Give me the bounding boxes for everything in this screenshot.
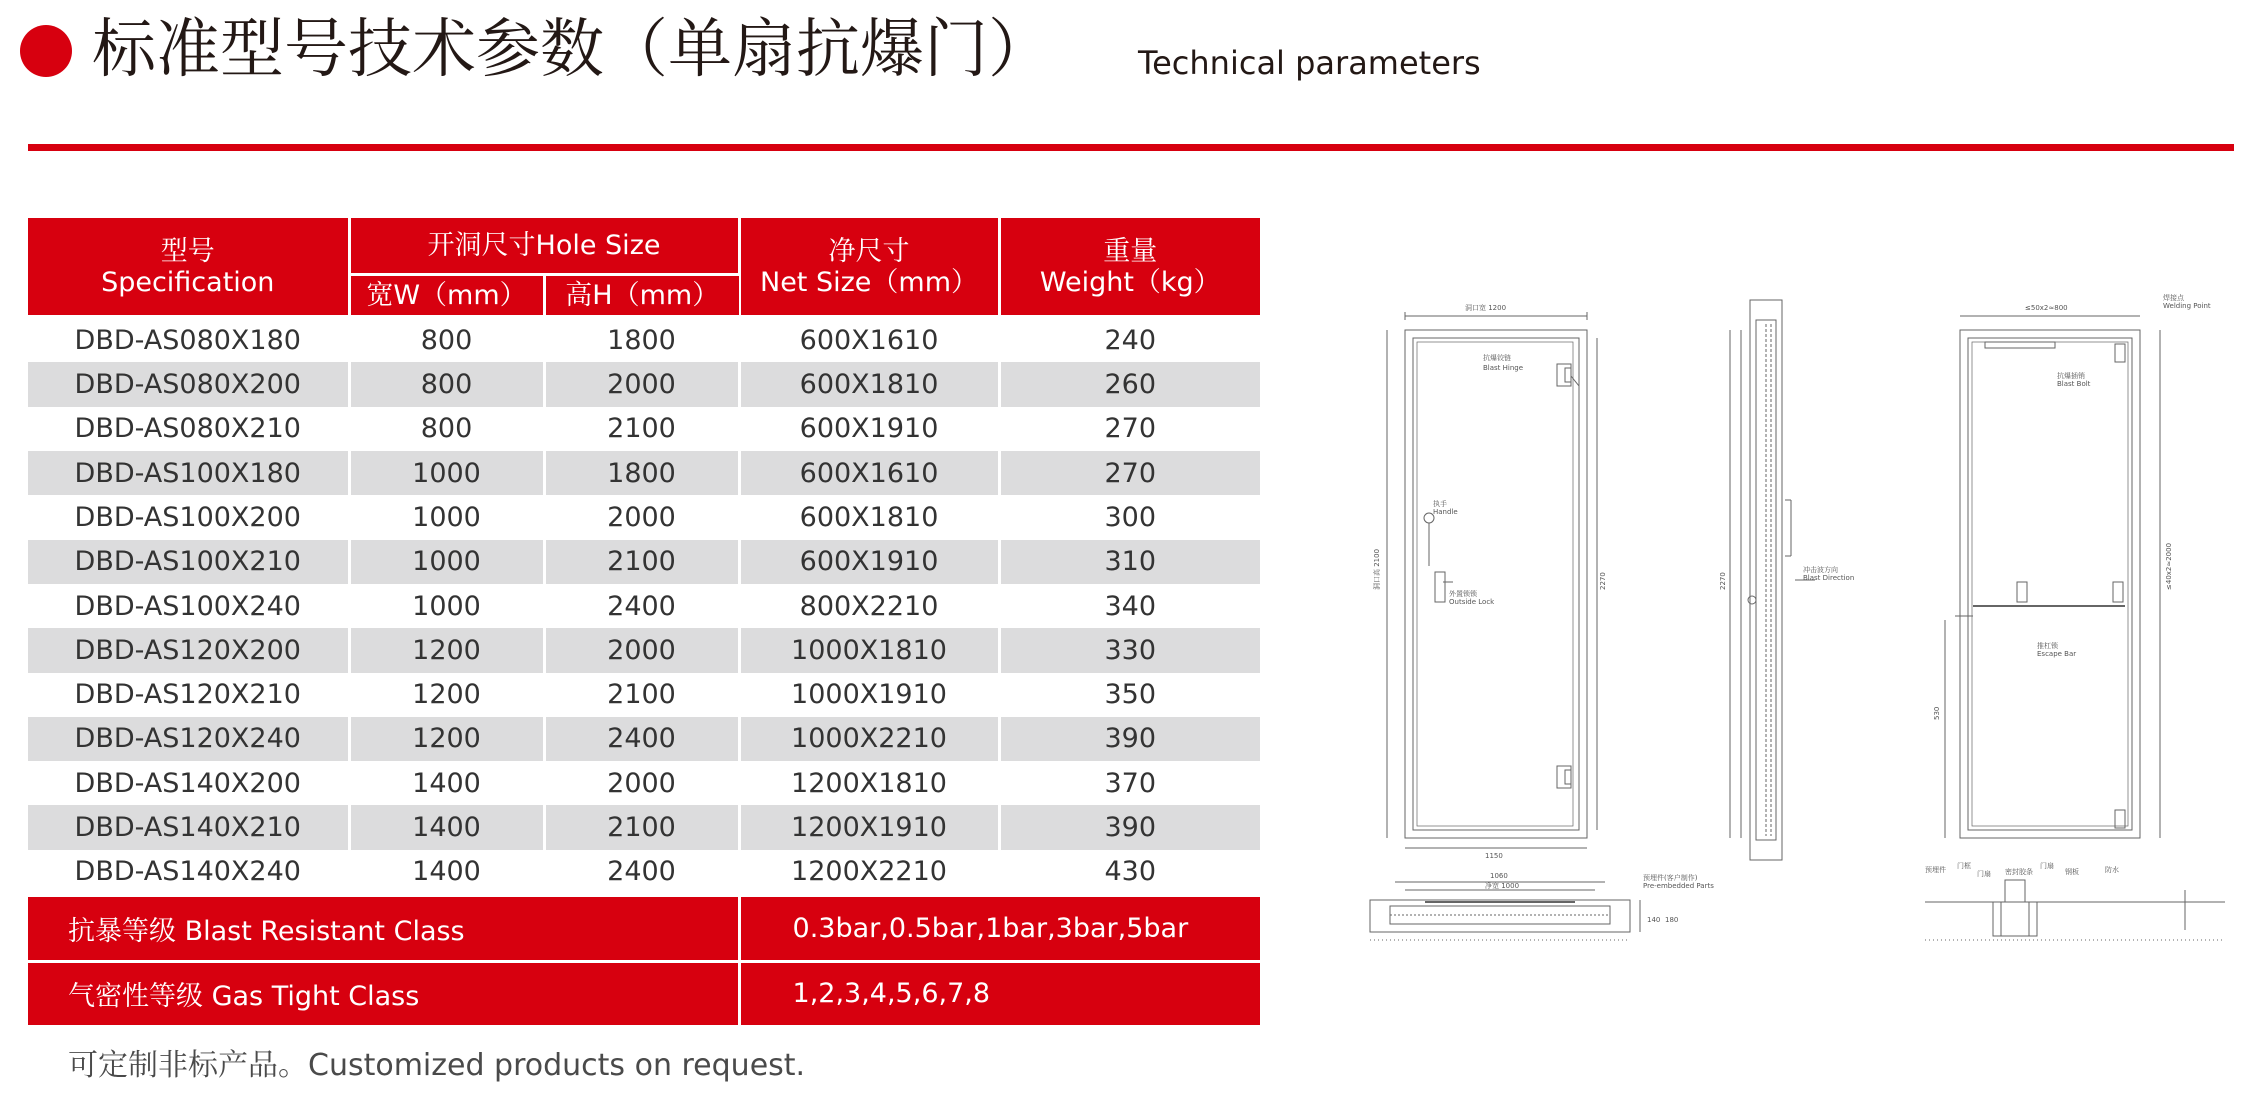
- header-height: 高H（mm）: [544, 274, 739, 316]
- header-specification: 型号 Specification: [28, 218, 349, 317]
- cell-w: 1200: [349, 717, 544, 761]
- gas-class-label: 气密性等级 Gas Tight Class: [28, 961, 739, 1026]
- back-escape-label: 推杠锁: [2037, 642, 2058, 650]
- cell-h: 1800: [544, 451, 739, 495]
- cell-net: 1000X2210: [739, 717, 999, 761]
- cell-h: 2000: [544, 761, 739, 805]
- cell-net: 1000X1910: [739, 673, 999, 717]
- section-label-5: 门扇: [2040, 862, 2054, 870]
- cell-h: 2100: [544, 805, 739, 849]
- back-escape-en-label: Escape Bar: [2037, 650, 2077, 658]
- footnote: 可定制非标产品。Customized products on request.: [68, 1048, 806, 1083]
- table-row: [28, 805, 1260, 849]
- cell-weight: 350: [1104, 679, 1157, 711]
- table-row: [28, 540, 1260, 584]
- front-handle-label: 执手: [1433, 500, 1447, 508]
- cell-w: 1400: [349, 761, 544, 805]
- header-width: 宽W（mm）: [349, 274, 544, 316]
- cell-weight: 370: [1104, 767, 1157, 799]
- front-view-drawing: [1387, 312, 1597, 848]
- section-label-2: 门框: [1957, 862, 1971, 870]
- bottom-detail-drawing: [1925, 880, 2225, 940]
- table-row: [28, 850, 1260, 896]
- cell-model: DBD-AS120X210: [28, 673, 349, 717]
- cell-net: 600X1910: [739, 540, 999, 584]
- plan-view-drawing: [1370, 882, 1640, 940]
- cell-h: 2400: [544, 717, 739, 761]
- cell-w: 1400: [349, 805, 544, 849]
- title-bullet-dot: [20, 25, 72, 77]
- cell-h: 2400: [544, 584, 739, 628]
- cell-net: 1200X2210: [739, 850, 999, 896]
- front-hole-height-label: 洞口高 2100: [1373, 548, 1381, 590]
- cell-weight: 340: [1104, 590, 1157, 622]
- cell-weight: 270: [1104, 413, 1157, 445]
- table-row: [28, 362, 1260, 406]
- cell-model: DBD-AS120X240: [28, 717, 349, 761]
- cell-model: DBD-AS080X200: [28, 362, 349, 406]
- cell-w: 1000: [349, 584, 544, 628]
- front-hinge-label: 抗爆铰链: [1483, 354, 1511, 362]
- section-label-4: 密封胶条: [2005, 868, 2033, 876]
- cell-weight: 300: [1104, 501, 1157, 533]
- table-row: [28, 495, 1260, 539]
- header-weight: 重量 Weight（kg）: [999, 218, 1260, 317]
- back-bolt-en-label: Blast Bolt: [2057, 380, 2091, 388]
- back-side-dim-label: ≤40x2≈2000: [2165, 542, 2173, 590]
- cell-model: DBD-AS100X180: [28, 451, 349, 495]
- blast-class-row: [28, 896, 1260, 961]
- back-low-dim-label: 530: [1933, 706, 1941, 720]
- cell-model: DBD-AS140X240: [28, 850, 349, 896]
- back-welding-en-label: Welding Point: [2163, 302, 2211, 310]
- front-lock-label: 外置锁锁: [1449, 590, 1477, 598]
- cell-h: 2100: [544, 540, 739, 584]
- cell-model: DBD-AS120X200: [28, 628, 349, 672]
- cell-net: 1200X1910: [739, 805, 999, 849]
- plan-width-outer-label: 1060: [1490, 872, 1508, 880]
- back-top-dim-label: ≤50x2≈800: [2025, 304, 2068, 312]
- cell-weight: 310: [999, 540, 1260, 584]
- table-row: [28, 317, 1260, 363]
- cell-net: 600X1810: [739, 495, 999, 539]
- cell-w: 800: [349, 407, 544, 451]
- cell-model: DBD-AS140X210: [28, 805, 349, 849]
- cell-w: 1400: [349, 850, 544, 896]
- front-lock-en-label: Outside Lock: [1449, 598, 1495, 606]
- section-label-3: 门扇: [1977, 870, 1991, 878]
- plan-pre-en-label: Pre-embedded Parts: [1643, 882, 1714, 890]
- cell-w: 1000: [349, 451, 544, 495]
- front-net-width-label: 1150: [1485, 852, 1503, 860]
- plan-depth2-label: 180: [1665, 916, 1679, 924]
- table-row: [28, 584, 1260, 628]
- back-view-drawing: [1945, 316, 2160, 838]
- section-label-7: 防水: [2105, 866, 2119, 874]
- cell-weight: 390: [999, 805, 1260, 849]
- cell-w: 800: [349, 362, 544, 406]
- cell-net: 600X1610: [739, 451, 999, 495]
- cell-net: 600X1910: [739, 407, 999, 451]
- spec-table: [28, 218, 1260, 1028]
- table-row: [28, 407, 1260, 451]
- cell-net: 1000X1810: [739, 628, 999, 672]
- cell-model: DBD-AS100X210: [28, 540, 349, 584]
- blast-class-label: 抗暴等级 Blast Resistant Class: [28, 896, 739, 961]
- cell-h: 2400: [544, 850, 739, 896]
- table-row: [28, 673, 1260, 717]
- cell-weight: 430: [1104, 856, 1157, 888]
- section-label-6: 钢板: [2065, 868, 2079, 876]
- cell-net: 800X2210: [739, 584, 999, 628]
- blast-class-value: 0.3bar,0.5bar,1bar,3bar,5bar: [739, 896, 1260, 961]
- cell-w: 1200: [349, 628, 544, 672]
- title-divider: [28, 144, 2234, 151]
- side-height-label: 2270: [1719, 572, 1727, 590]
- plan-pre-label: 预埋件(客户制作): [1643, 874, 1698, 882]
- cell-h: 2100: [544, 673, 739, 717]
- header-net-size: 净尺寸 Net Size（mm）: [739, 218, 999, 317]
- cell-model: DBD-AS080X180: [28, 317, 349, 363]
- cell-net: 600X1610: [739, 317, 999, 363]
- cell-weight: 270: [999, 451, 1260, 495]
- section-label-1: 预埋件: [1925, 866, 1946, 874]
- front-net-height-label: 2270: [1599, 572, 1607, 590]
- cell-w: 800: [349, 317, 544, 363]
- cell-h: 2000: [544, 628, 739, 672]
- back-welding-label: 焊接点: [2163, 294, 2184, 302]
- cell-model: DBD-AS140X200: [28, 761, 349, 805]
- table-row: [28, 628, 1260, 672]
- cell-net: 600X1810: [739, 362, 999, 406]
- cell-h: 2100: [544, 407, 739, 451]
- cell-h: 2000: [544, 495, 739, 539]
- cell-weight: 390: [999, 717, 1260, 761]
- cell-weight: 330: [999, 628, 1260, 672]
- front-hinge-en-label: Blast Hinge: [1483, 364, 1524, 372]
- gas-class-row: [28, 961, 1260, 1026]
- cell-weight: 240: [1104, 324, 1157, 356]
- cell-w: 1000: [349, 495, 544, 539]
- front-handle-en-label: Handle: [1433, 508, 1458, 516]
- back-bolt-label: 抗爆插销: [2057, 372, 2085, 380]
- cell-w: 1200: [349, 673, 544, 717]
- table-row: [28, 451, 1260, 495]
- plan-depth-label: 140: [1647, 916, 1661, 924]
- table-row: [28, 717, 1260, 761]
- page-title-english: Technical parameters: [1138, 44, 1481, 82]
- plan-width-inner-label: 净宽 1000: [1485, 882, 1520, 890]
- side-direction-en-label: Blast Direction: [1803, 574, 1855, 582]
- cell-weight: 260: [999, 362, 1260, 406]
- cell-model: DBD-AS080X210: [28, 407, 349, 451]
- page-title: 标准型号技术参数（单扇抗爆门）: [92, 13, 1052, 87]
- gas-class-value: 1,2,3,4,5,6,7,8: [739, 961, 1260, 1026]
- cell-w: 1000: [349, 540, 544, 584]
- cell-model: DBD-AS100X200: [28, 495, 349, 539]
- table-row: [28, 761, 1260, 805]
- header-hole-size: 开洞尺寸Hole Size: [349, 218, 739, 274]
- front-hole-width-label: 洞口宽 1200: [1465, 304, 1507, 312]
- cell-model: DBD-AS100X240: [28, 584, 349, 628]
- cell-h: 1800: [544, 317, 739, 363]
- door-drawings: [1325, 290, 2250, 960]
- side-direction-label: 冲击波方向: [1803, 566, 1838, 574]
- cell-h: 2000: [544, 362, 739, 406]
- cell-net: 1200X1810: [739, 761, 999, 805]
